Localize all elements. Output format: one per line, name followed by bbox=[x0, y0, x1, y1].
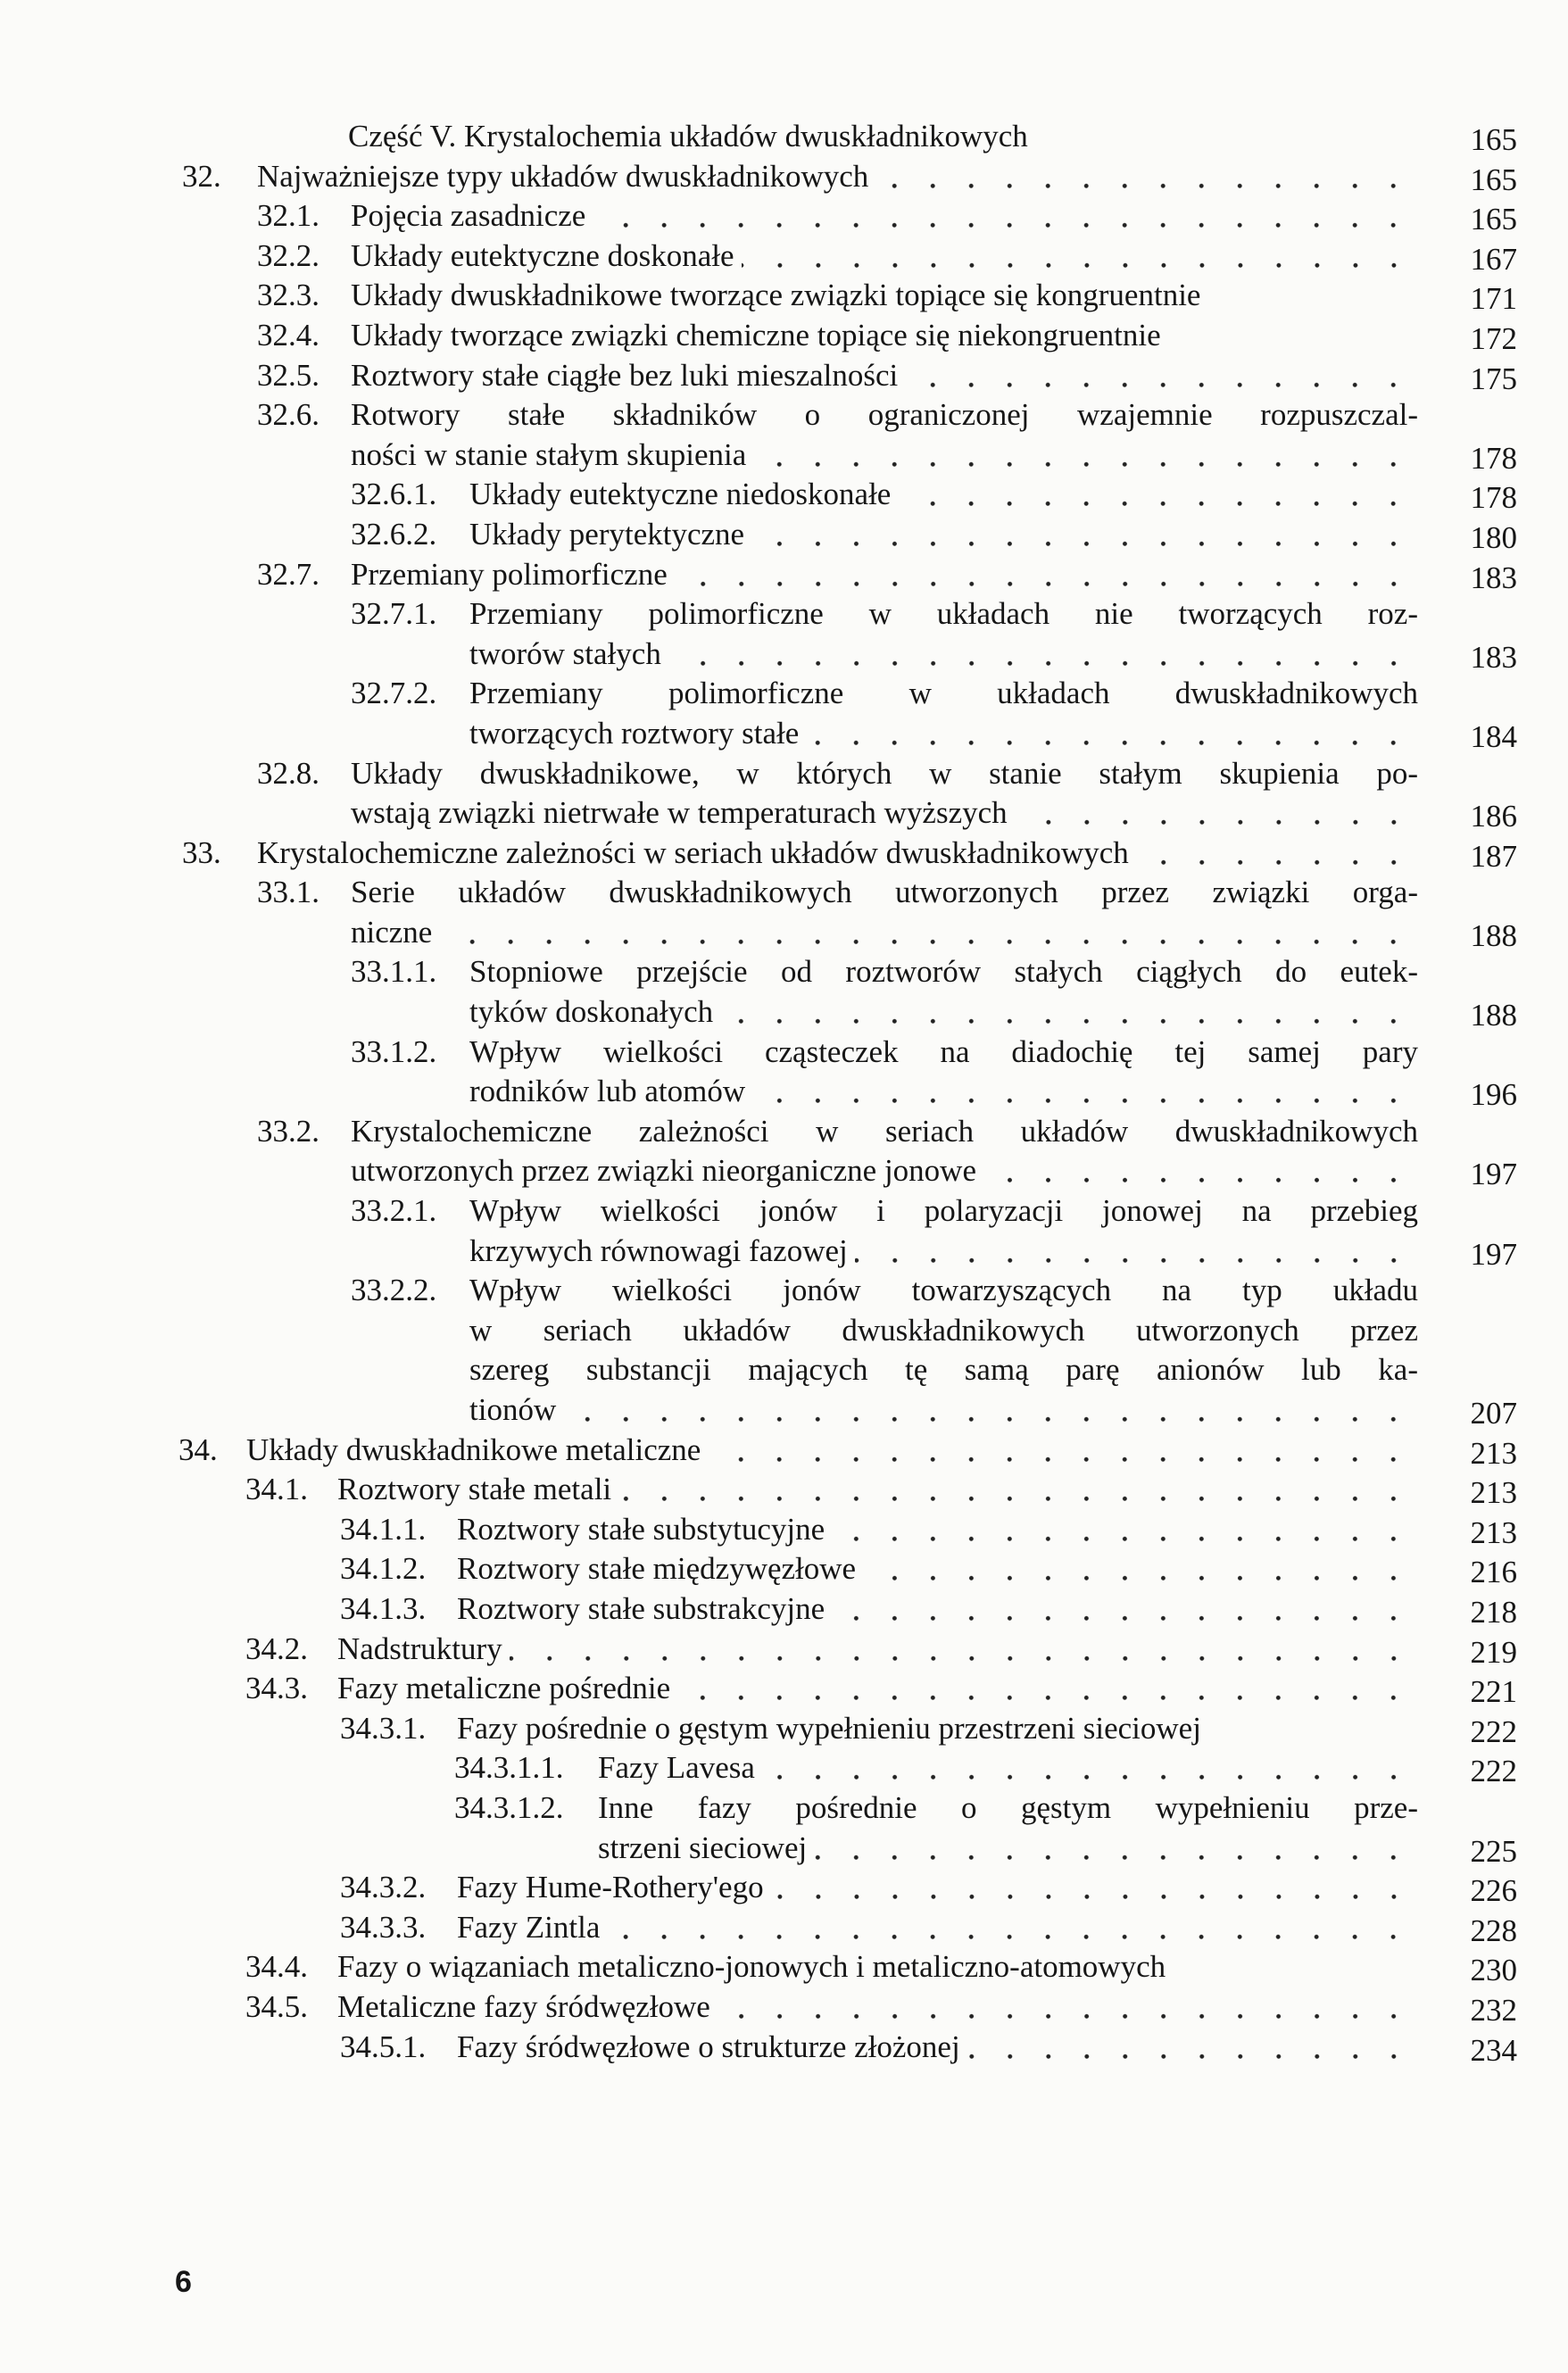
entry-title bbox=[246, 1431, 1418, 1471]
entry-title-text: Fazy pośrednie o gęstym wypełnieniu przestrzeni sieciowej bbox=[457, 1710, 1201, 1746]
entry-title-text: Fazy metaliczne pośrednie bbox=[337, 1671, 671, 1706]
toc-line bbox=[0, 1311, 1568, 1351]
toc-line bbox=[0, 1947, 1568, 1987]
toc-entry bbox=[0, 276, 1568, 316]
page-reference: 167 bbox=[1470, 241, 1517, 277]
toc-line bbox=[0, 2028, 1568, 2068]
entry-title-text: Układy dwuskładnikowe metaliczne bbox=[246, 1431, 701, 1467]
entry-title bbox=[351, 196, 1418, 236]
entry-title: Układy dwuskładnikowe, w których w stanie stałym skupienia po- bbox=[351, 755, 1418, 791]
page-reference: 165 bbox=[1470, 202, 1517, 237]
dot-leader bbox=[905, 356, 1418, 396]
toc-entry bbox=[0, 1669, 1568, 1709]
section-number: 34.4. bbox=[245, 1949, 308, 1985]
section-number: 33.1. bbox=[257, 875, 319, 910]
toc-line bbox=[0, 555, 1568, 595]
entry-title-text: rodników lub atomów bbox=[469, 1074, 746, 1109]
toc-line bbox=[0, 1112, 1568, 1152]
entry-title bbox=[337, 1947, 1418, 1987]
entry-title bbox=[351, 436, 1418, 476]
toc-entry bbox=[0, 1191, 1568, 1271]
entry-title-text: tionów bbox=[469, 1392, 557, 1427]
section-number: 34.1.1. bbox=[340, 1511, 427, 1547]
section-number: 34. bbox=[178, 1431, 218, 1467]
toc-line bbox=[0, 674, 1568, 714]
toc-entry bbox=[0, 754, 1568, 834]
toc-line bbox=[0, 515, 1568, 555]
entry-title bbox=[337, 1470, 1418, 1510]
toc-entry bbox=[0, 356, 1568, 396]
page-reference: 226 bbox=[1470, 1873, 1517, 1909]
toc-entry bbox=[0, 515, 1568, 555]
page-reference: 186 bbox=[1470, 799, 1517, 834]
toc-entry bbox=[0, 236, 1568, 277]
entry-title: Wpływ wielkości cząsteczek na diadochię tej samej pary bbox=[469, 1033, 1418, 1069]
section-number: 33.1.2. bbox=[351, 1033, 437, 1069]
toc-entry bbox=[0, 316, 1568, 356]
page-reference: 222 bbox=[1470, 1713, 1517, 1749]
section-number: 34.1.2. bbox=[340, 1551, 427, 1587]
section-number: 33.2. bbox=[257, 1113, 319, 1149]
dot-leader bbox=[752, 1072, 1418, 1112]
entry-title bbox=[457, 2028, 1418, 2068]
dot-leader bbox=[668, 635, 1418, 675]
toc-line bbox=[0, 1748, 1568, 1788]
page-number: 6 bbox=[175, 2265, 192, 2299]
toc-line bbox=[0, 117, 1568, 157]
dot-leader bbox=[510, 1630, 1418, 1670]
toc-line bbox=[0, 1669, 1568, 1709]
entry-title-text: Przemiany polimorficzne bbox=[351, 556, 668, 592]
section-number: 32.1. bbox=[257, 198, 319, 234]
section-number: 32.3. bbox=[257, 278, 319, 313]
dot-leader bbox=[753, 436, 1418, 476]
entry-title-text: strzeni sieciowej bbox=[598, 1830, 808, 1865]
section-number: 34.2. bbox=[245, 1630, 308, 1666]
entry-title-text: Metaliczne fazy śródwęzłowe bbox=[337, 1988, 710, 2024]
section-number: 32.7. bbox=[257, 556, 319, 592]
toc-line bbox=[0, 395, 1568, 436]
toc-line bbox=[0, 1987, 1568, 2028]
toc-entry bbox=[0, 1431, 1568, 1471]
entry-title: Wpływ wielkości jonów towarzyszących na typ układu bbox=[469, 1273, 1418, 1308]
toc-entry bbox=[0, 1470, 1568, 1510]
toc-entry bbox=[0, 834, 1568, 874]
section-number: 32.8. bbox=[257, 755, 319, 791]
entry-title-text: Roztwory stałe ciągłe bez luki mieszalności bbox=[351, 357, 899, 393]
section-number: 32.6.2. bbox=[351, 516, 437, 552]
entry-title bbox=[598, 1829, 1418, 1869]
entry-title-text: tworzących roztwory stałe bbox=[469, 715, 800, 751]
section-number: 34.3.1. bbox=[340, 1710, 427, 1746]
section-number: 34.3. bbox=[245, 1671, 308, 1706]
page-reference: 183 bbox=[1470, 639, 1517, 675]
toc-entry bbox=[0, 157, 1568, 197]
section-number: 34.5.1. bbox=[340, 2029, 427, 2064]
toc-line bbox=[0, 1271, 1568, 1311]
entry-title-text: Część V. Krystalochemia układów dwuskładnikowych bbox=[348, 119, 1028, 153]
dot-leader bbox=[855, 1232, 1418, 1272]
toc-line bbox=[0, 952, 1568, 992]
entry-title bbox=[469, 475, 1418, 515]
entry-title-text: tworów stałych bbox=[469, 635, 661, 671]
section-number: 34.3.1.1. bbox=[454, 1750, 564, 1786]
toc-line bbox=[0, 1033, 1568, 1073]
entry-title bbox=[351, 236, 1418, 277]
entry-title: w seriach układów dwuskładnikowych utworzonych przez bbox=[469, 1312, 1418, 1348]
dot-leader bbox=[607, 1908, 1418, 1948]
toc-line bbox=[0, 714, 1568, 754]
toc-entry bbox=[0, 1987, 1568, 2028]
entry-title: szereg substancji mających tę samą parę anionów lub ka- bbox=[469, 1352, 1418, 1388]
page-reference: 207 bbox=[1470, 1396, 1517, 1431]
dot-leader bbox=[983, 1151, 1418, 1191]
toc-line bbox=[0, 236, 1568, 277]
section-number: 32.4. bbox=[257, 317, 319, 353]
entry-title bbox=[351, 316, 1418, 356]
page-reference: 178 bbox=[1470, 440, 1517, 476]
page-reference: 222 bbox=[1470, 1754, 1517, 1789]
section-number: 33.2.2. bbox=[351, 1273, 437, 1308]
toc-line bbox=[0, 1431, 1568, 1471]
entry-title-text: Układy perytektyczne bbox=[469, 516, 745, 552]
toc-entry bbox=[0, 1589, 1568, 1630]
toc-line bbox=[0, 873, 1568, 913]
entry-title-text: Roztwory stałe międzywęzłowe bbox=[457, 1551, 857, 1587]
entry-title-text: Roztwory stałe substytucyjne bbox=[457, 1511, 825, 1547]
toc-line bbox=[0, 1788, 1568, 1829]
toc-line bbox=[0, 1072, 1568, 1112]
toc-line bbox=[0, 992, 1568, 1033]
toc-line bbox=[0, 475, 1568, 515]
dot-leader bbox=[708, 1431, 1418, 1471]
dot-leader bbox=[863, 1549, 1418, 1589]
entry-title-text: Fazy Hume-Rothery'ego bbox=[457, 1870, 764, 1905]
entry-title bbox=[469, 1072, 1418, 1112]
entry-title bbox=[457, 1709, 1418, 1749]
entry-title bbox=[337, 1987, 1418, 2028]
entry-title-text: utworzonych przez związki nieorganiczne jonowe bbox=[351, 1153, 976, 1189]
entry-title bbox=[457, 1549, 1418, 1589]
entry-title-text: Krystalochemiczne zależności w seriach układów dwuskładnikowych bbox=[257, 834, 1129, 870]
entry-title bbox=[257, 157, 1418, 197]
toc-line bbox=[0, 436, 1568, 476]
page-reference: 234 bbox=[1470, 2032, 1517, 2068]
page-reference: 188 bbox=[1470, 917, 1517, 953]
toc-entry bbox=[0, 1868, 1568, 1908]
entry-title-text: krzywych równowagi fazowej bbox=[469, 1232, 848, 1268]
dot-leader bbox=[593, 196, 1418, 236]
entry-title-text: tyków doskonałych bbox=[469, 994, 714, 1030]
entry-title bbox=[469, 1232, 1418, 1272]
page-reference: 225 bbox=[1470, 1833, 1517, 1869]
page-reference: 187 bbox=[1470, 838, 1517, 874]
toc-entry bbox=[0, 873, 1568, 952]
entry-title-text: Fazy o wiązaniach metaliczno-jonowych i metaliczno-atomowych bbox=[337, 1949, 1166, 1985]
page-reference: 188 bbox=[1470, 998, 1517, 1033]
toc-line bbox=[0, 793, 1568, 834]
entry-title-text: Fazy Lavesa bbox=[598, 1750, 755, 1786]
toc-line bbox=[0, 1709, 1568, 1749]
page-reference: 218 bbox=[1470, 1594, 1517, 1630]
toc-line bbox=[0, 1829, 1568, 1869]
toc-line bbox=[0, 834, 1568, 874]
toc-entry bbox=[0, 952, 1568, 1032]
entry-title bbox=[469, 1390, 1418, 1431]
toc-entry bbox=[0, 395, 1568, 475]
page-reference: 175 bbox=[1470, 361, 1517, 396]
toc-entry bbox=[0, 555, 1568, 595]
page-reference: 197 bbox=[1470, 1236, 1517, 1272]
toc-line bbox=[0, 196, 1568, 236]
toc-line bbox=[0, 1868, 1568, 1908]
dot-leader bbox=[675, 555, 1418, 595]
page-reference: 197 bbox=[1470, 1157, 1517, 1192]
toc-line bbox=[0, 316, 1568, 356]
entry-title-text: Roztwory stałe substrakcyjne bbox=[457, 1590, 825, 1626]
entry-title: Przemiany polimorficzne w układach nie tworzących roz- bbox=[469, 596, 1418, 632]
page-reference: 178 bbox=[1470, 480, 1517, 516]
toc-entry bbox=[0, 594, 1568, 674]
entry-title-text: Układy dwuskładnikowe tworzące związki topiące się kongruentnie bbox=[351, 278, 1201, 313]
page-reference: 165 bbox=[1470, 162, 1517, 197]
toc-line bbox=[0, 157, 1568, 197]
toc-line bbox=[0, 913, 1568, 953]
entry-title-text: Pojęcia zasadnicze bbox=[351, 198, 586, 234]
section-number: 34.3.1.2. bbox=[454, 1789, 564, 1825]
entry-title bbox=[351, 1151, 1418, 1191]
entry-title: Wpływ wielkości jonów i polaryzacji jonowej na przebieg bbox=[469, 1193, 1418, 1229]
toc-entry bbox=[0, 1510, 1568, 1550]
entry-title: Przemiany polimorficzne w układach dwuskładnikowych bbox=[469, 676, 1418, 711]
toc-entry bbox=[0, 2028, 1568, 2068]
entry-title-text: Nadstruktury bbox=[337, 1630, 502, 1666]
dot-leader bbox=[1015, 793, 1418, 834]
section-number: 33. bbox=[182, 834, 221, 870]
entry-title: Inne fazy pośrednie o gęstym wypełnieniu prze- bbox=[598, 1789, 1418, 1825]
dot-leader bbox=[762, 1748, 1418, 1788]
entry-title-text: Układy tworzące związki chemiczne topiące się niekongruentnie bbox=[351, 317, 1161, 353]
section-number: 32.6. bbox=[257, 397, 319, 433]
section-number: 34.3.3. bbox=[340, 1909, 427, 1945]
toc-line bbox=[0, 1232, 1568, 1272]
toc-line bbox=[0, 1630, 1568, 1670]
entry-title: Rotwory stałe składników o ograniczonej wzajemnie rozpuszczal- bbox=[351, 397, 1418, 433]
section-number: 32.7.2. bbox=[351, 676, 437, 711]
toc-entry bbox=[0, 1630, 1568, 1670]
section-number: 34.3.2. bbox=[340, 1870, 427, 1905]
toc-entry bbox=[0, 1271, 1568, 1430]
section-number: 33.1.1. bbox=[351, 954, 437, 990]
toc-line bbox=[0, 1151, 1568, 1191]
entry-title bbox=[348, 117, 1418, 157]
page-reference: 232 bbox=[1470, 1992, 1517, 2028]
section-number: 34.1.3. bbox=[340, 1590, 427, 1626]
page-reference: 196 bbox=[1470, 1077, 1517, 1113]
page-reference: 180 bbox=[1470, 519, 1517, 555]
section-number: 32.7.1. bbox=[351, 596, 437, 632]
toc-entry bbox=[0, 475, 1568, 515]
entry-title bbox=[351, 913, 1418, 953]
page-reference: 172 bbox=[1470, 320, 1517, 356]
entry-title-text: Najważniejsze typy układów dwuskładnikowych bbox=[257, 158, 869, 194]
section-number: 32. bbox=[182, 158, 221, 194]
toc-line bbox=[0, 1510, 1568, 1550]
dot-leader bbox=[751, 515, 1418, 555]
dot-leader bbox=[967, 2028, 1418, 2068]
toc-entry bbox=[0, 1908, 1568, 1948]
page-reference: 216 bbox=[1470, 1555, 1517, 1590]
page-reference: 213 bbox=[1470, 1435, 1517, 1471]
entry-title-text: Fazy Zintla bbox=[457, 1909, 601, 1945]
toc-line bbox=[0, 356, 1568, 396]
toc-line bbox=[0, 1908, 1568, 1948]
dot-leader bbox=[618, 1470, 1418, 1510]
entry-title-text: ności w stanie stałym skupienia bbox=[351, 436, 747, 472]
entry-title bbox=[351, 793, 1418, 834]
entry-title-text: Układy eutektyczne doskonałe bbox=[351, 237, 734, 273]
dot-leader bbox=[806, 714, 1418, 754]
page-reference: 221 bbox=[1470, 1674, 1517, 1710]
entry-title-text: Fazy śródwęzłowe o strukturze złożonej bbox=[457, 2029, 960, 2064]
page-reference: 228 bbox=[1470, 1913, 1517, 1948]
entry-title bbox=[469, 635, 1418, 675]
page-reference: 230 bbox=[1470, 1953, 1517, 1988]
toc-line bbox=[0, 1350, 1568, 1390]
toc-line bbox=[0, 1549, 1568, 1589]
page-reference: 213 bbox=[1470, 1475, 1517, 1511]
toc-line bbox=[0, 635, 1568, 675]
section-number: 32.2. bbox=[257, 237, 319, 273]
entry-title bbox=[457, 1510, 1418, 1550]
toc-entry bbox=[0, 674, 1568, 753]
toc-entry bbox=[0, 1549, 1568, 1589]
entry-title bbox=[457, 1908, 1418, 1948]
section-number: 34.5. bbox=[245, 1988, 308, 2024]
toc-line bbox=[0, 1589, 1568, 1630]
toc-line bbox=[0, 1191, 1568, 1232]
page-reference: 184 bbox=[1470, 718, 1517, 754]
table-of-contents bbox=[0, 117, 1568, 2067]
dot-leader bbox=[563, 1390, 1418, 1431]
entry-title: Serie układów dwuskładnikowych utworzonych przez związki orga- bbox=[351, 875, 1418, 910]
toc-line bbox=[0, 1470, 1568, 1510]
entry-title-text: Układy eutektyczne niedoskonałe bbox=[469, 477, 892, 512]
dot-leader bbox=[832, 1510, 1418, 1550]
entry-title bbox=[469, 992, 1418, 1033]
dot-leader bbox=[720, 992, 1418, 1033]
entry-title bbox=[598, 1748, 1418, 1788]
part-heading bbox=[0, 117, 1568, 157]
toc-line bbox=[0, 276, 1568, 316]
entry-title bbox=[337, 1630, 1418, 1670]
entry-title bbox=[351, 276, 1418, 316]
dot-leader bbox=[814, 1829, 1418, 1869]
entry-title bbox=[457, 1589, 1418, 1630]
section-number: 32.6.1. bbox=[351, 477, 437, 512]
dot-leader bbox=[677, 1669, 1418, 1709]
page-reference: 213 bbox=[1470, 1514, 1517, 1550]
entry-title bbox=[469, 515, 1418, 555]
section-number: 32.5. bbox=[257, 357, 319, 393]
section-number: 34.1. bbox=[245, 1472, 308, 1507]
page-reference: 165 bbox=[1470, 122, 1517, 157]
entry-title bbox=[257, 834, 1418, 874]
toc-entry bbox=[0, 1709, 1568, 1749]
entry-title: Krystalochemiczne zależności w seriach układów dwuskładnikowych bbox=[351, 1113, 1418, 1149]
dot-leader bbox=[771, 1868, 1418, 1908]
toc-line bbox=[0, 754, 1568, 794]
entry-title-text: wstają związki nietrwałe w temperaturach wyższych bbox=[351, 795, 1008, 831]
dot-leader bbox=[718, 1987, 1418, 2028]
toc-entry bbox=[0, 196, 1568, 236]
entry-title: Stopniowe przejście od roztworów stałych ciągłych do eutek- bbox=[469, 954, 1418, 990]
toc-entry bbox=[0, 1947, 1568, 1987]
toc-line bbox=[0, 1390, 1568, 1431]
dot-leader bbox=[439, 913, 1418, 953]
entry-title bbox=[351, 555, 1418, 595]
toc-entry bbox=[0, 1788, 1568, 1868]
entry-title-text: Roztwory stałe metali bbox=[337, 1472, 612, 1507]
dot-leader bbox=[875, 157, 1418, 197]
page-reference: 219 bbox=[1470, 1634, 1517, 1670]
dot-leader bbox=[898, 475, 1418, 515]
section-number: 33.2.1. bbox=[351, 1193, 437, 1229]
entry-title bbox=[351, 356, 1418, 396]
toc-entry bbox=[0, 1112, 1568, 1191]
dot-leader bbox=[1136, 834, 1418, 874]
toc-entry bbox=[0, 1033, 1568, 1112]
page-reference: 183 bbox=[1470, 560, 1517, 595]
entry-title bbox=[469, 714, 1418, 754]
toc-entry bbox=[0, 1748, 1568, 1788]
entry-title bbox=[337, 1669, 1418, 1709]
dot-leader bbox=[832, 1589, 1418, 1630]
toc-line bbox=[0, 594, 1568, 635]
entry-title bbox=[457, 1868, 1418, 1908]
page-reference: 171 bbox=[1470, 281, 1517, 317]
entry-title-text: niczne bbox=[351, 914, 433, 950]
dot-leader bbox=[742, 236, 1418, 277]
